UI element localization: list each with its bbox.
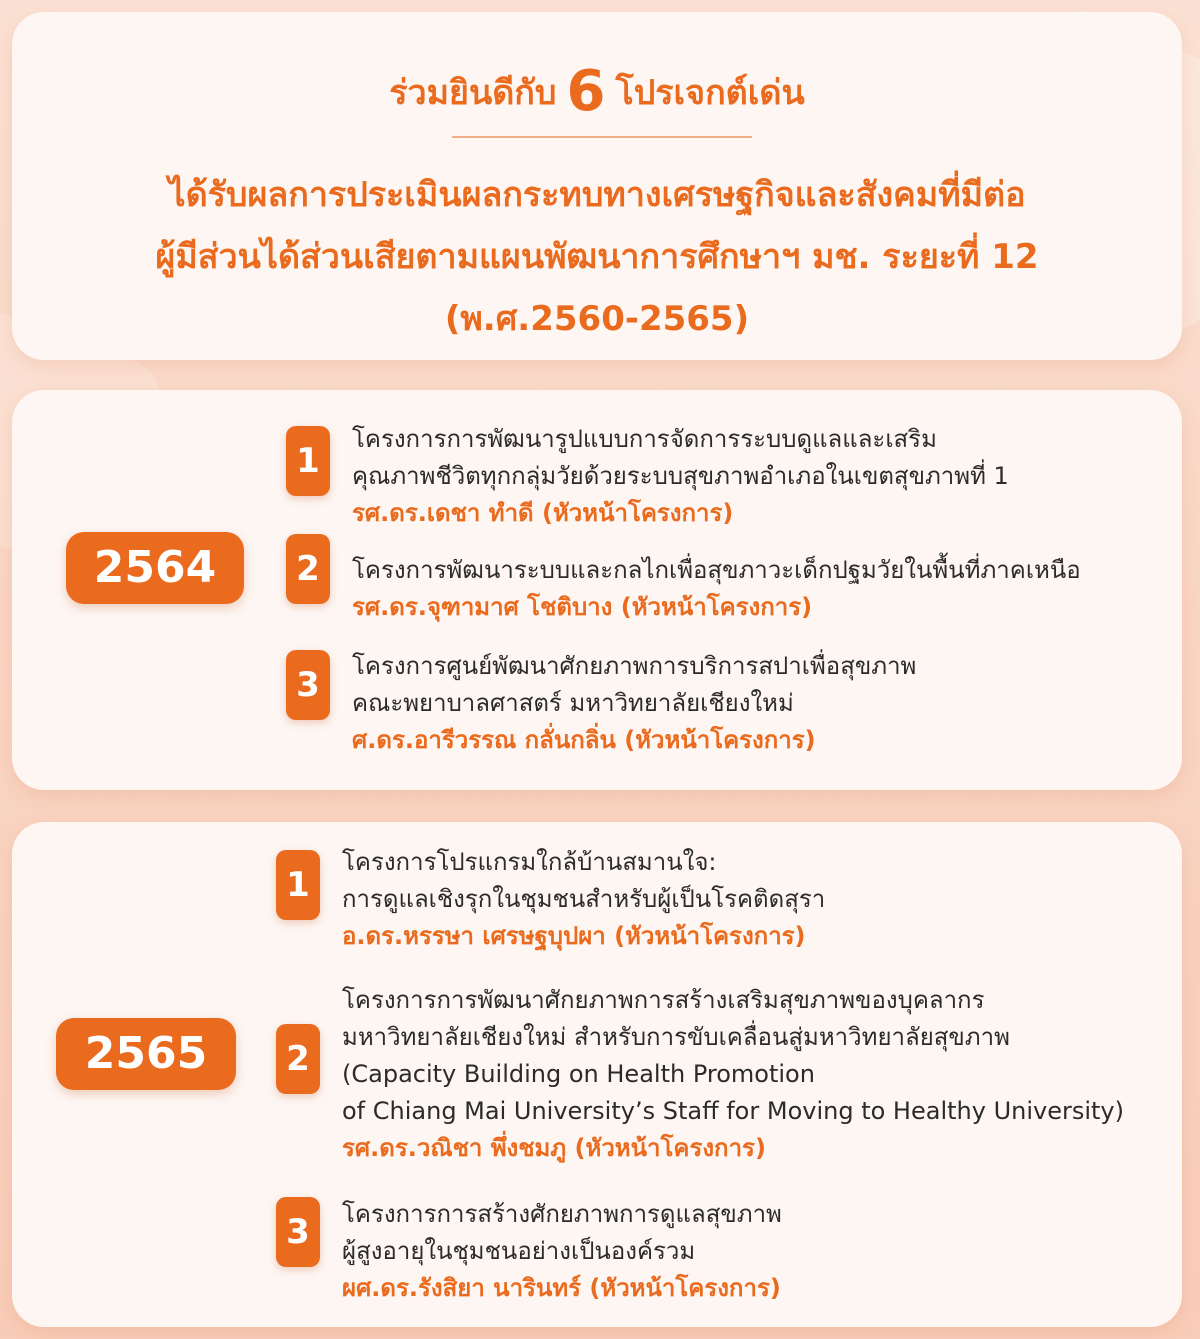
project-leader: อ.ดร.หรรษา เศรษฐบุปผา (หัวหน้าโครงการ)	[342, 922, 806, 950]
project-title-line: (Capacity Building on Health Promotion	[342, 1060, 815, 1088]
project-leader: รศ.ดร.จุฑามาศ โชติบาง (หัวหน้าโครงการ)	[352, 593, 813, 621]
year-section-2564	[12, 390, 1182, 790]
project-title-line: โครงการศูนย์พัฒนาศักยภาพการบริการสปาเพื่อสุขภาพ	[352, 652, 917, 680]
headline	[12, 59, 1182, 124]
subtitle-line: (พ.ศ.2560-2565)	[444, 299, 750, 339]
subtitle	[52, 164, 1142, 350]
project-number-badge: 3	[286, 650, 330, 720]
project-item	[352, 648, 916, 759]
project-title-line: มหาวิทยาลัยเชียงใหม่ สำหรับการขับเคลื่อนสู่มหาวิทยาลัยสุขภาพ	[342, 1023, 1010, 1051]
subtitle-line: ผู้มีส่วนได้ส่วนเสียตามแผนพัฒนาการศึกษาฯ มช. ระยะที่ 12	[155, 237, 1039, 277]
headline-prefix: ร่วมยินดีกับ	[389, 73, 557, 113]
headline-number: 6	[566, 59, 606, 124]
project-number-badge: 3	[276, 1197, 320, 1267]
project-title-line: โครงการการสร้างศักยภาพการดูแลสุขภาพ	[342, 1200, 782, 1228]
project-title-line: โครงการโปรแกรมใกล้บ้านสมานใจ:	[342, 848, 717, 876]
project-leader: ศ.ดร.อารีวรรณ กลั่นกลิ่น (หัวหน้าโครงการ)	[352, 726, 816, 754]
project-number-badge: 1	[276, 850, 320, 920]
year-badge: 2565	[56, 1018, 236, 1090]
project-title-line: คณะพยาบาลศาสตร์ มหาวิทยาลัยเชียงใหม่	[352, 689, 794, 717]
project-item	[342, 982, 1124, 1167]
divider	[452, 136, 752, 138]
project-title-line: โครงการการพัฒนาศักยภาพการสร้างเสริมสุขภาพของบุคลากร	[342, 986, 985, 1014]
headline-suffix: โปรเจกต์เด่น	[615, 73, 805, 113]
project-title-line: คุณภาพชีวิตทุกกลุ่มวัยด้วยระบบสุขภาพอำเภอในเขตสุขภาพที่ 1	[352, 462, 1009, 490]
project-leader: รศ.ดร.วณิชา พึ่งชมภู (หัวหน้าโครงการ)	[342, 1134, 766, 1162]
header-card	[12, 12, 1182, 360]
project-title-line: ผู้สูงอายุในชุมชนอย่างเป็นองค์รวม	[342, 1237, 696, 1265]
project-number-badge: 2	[276, 1024, 320, 1094]
project-leader: รศ.ดร.เดชา ทำดี (หัวหน้าโครงการ)	[352, 499, 734, 527]
project-item	[342, 1196, 782, 1307]
subtitle-line: ได้รับผลการประเมินผลกระทบทางเศรษฐกิจและสังคมที่มีต่อ	[168, 175, 1026, 215]
project-item	[352, 421, 1009, 532]
project-item	[352, 552, 1081, 626]
project-title-line: การดูแลเชิงรุกในชุมชนสำหรับผู้เป็นโรคติดสุรา	[342, 885, 826, 913]
year-section-2565	[12, 822, 1182, 1327]
project-title-line: โครงการการพัฒนารูปแบบการจัดการระบบดูแลและเสริม	[352, 425, 937, 453]
project-title-line: of Chiang Mai University’s Staff for Moving to Healthy University)	[342, 1097, 1124, 1125]
project-number-badge: 2	[286, 534, 330, 604]
year-badge: 2564	[66, 532, 244, 604]
project-leader: ผศ.ดร.รังสิยา นารินทร์ (หัวหน้าโครงการ)	[342, 1274, 781, 1302]
project-item	[342, 844, 825, 955]
project-title-line: โครงการพัฒนาระบบและกลไกเพื่อสุขภาวะเด็กปฐมวัยในพื้นที่ภาคเหนือ	[352, 556, 1081, 584]
project-number-badge: 1	[286, 426, 330, 496]
